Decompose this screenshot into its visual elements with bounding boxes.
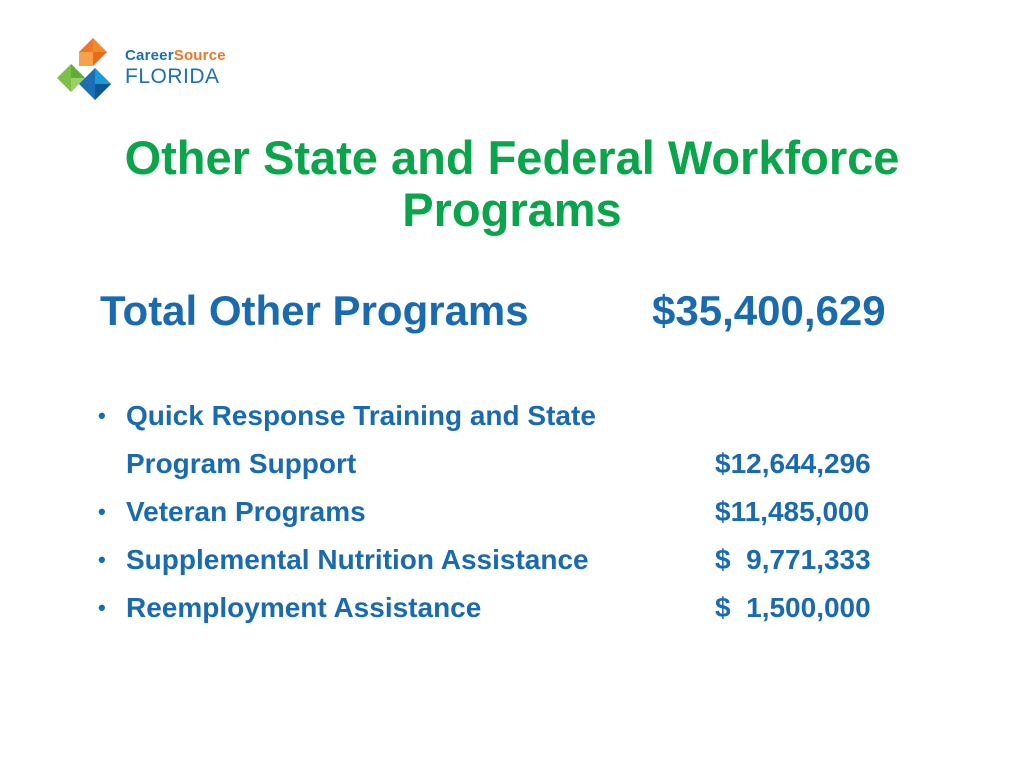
item-label: Quick Response Training and State	[126, 400, 596, 431]
careersource-florida-logo	[55, 36, 245, 106]
list-item	[98, 395, 918, 443]
logo-mark-icon	[55, 36, 125, 106]
list-item	[98, 539, 918, 587]
item-amount: $11,485,000	[715, 496, 870, 527]
list-item	[98, 491, 918, 539]
slide-title: Other State and Federal Workforce Programs	[124, 131, 900, 236]
item-amount: $ 1,500,000	[715, 592, 871, 623]
total-amount: $35,400,629	[652, 287, 886, 334]
bullet: •	[98, 595, 106, 620]
item-label: Veteran Programs	[126, 496, 366, 527]
list-item	[98, 587, 918, 635]
logo-text-florida: FLORIDA	[125, 65, 220, 88]
list-item	[98, 443, 918, 491]
bullet: •	[98, 547, 106, 572]
bullet: •	[98, 403, 106, 428]
item-label: Reemployment Assistance	[126, 592, 482, 623]
bullet: •	[98, 499, 106, 524]
total-label: Total Other Programs	[100, 287, 529, 334]
item-label: Program Support	[126, 448, 357, 479]
total-row	[100, 287, 920, 337]
program-list	[98, 395, 918, 635]
logo-text-source: Source	[173, 47, 226, 64]
item-amount: $ 9,771,333	[715, 544, 871, 575]
item-amount: $12,644,296	[715, 448, 871, 479]
logo-text-career: Career	[125, 47, 174, 64]
item-label: Supplemental Nutrition Assistance	[126, 544, 589, 575]
